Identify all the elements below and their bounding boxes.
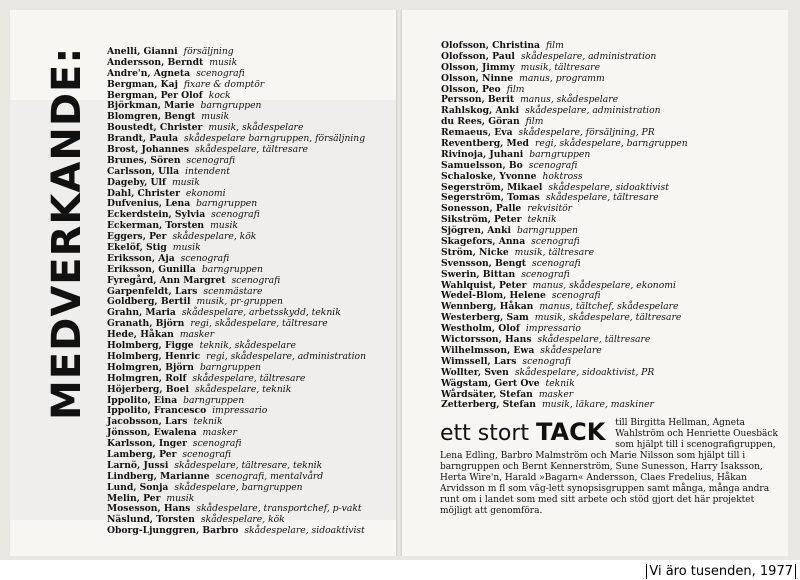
- credit-role: skådespelare barngruppen, försäljning: [184, 133, 366, 145]
- credit-role: musik: [210, 220, 238, 232]
- credit-name: Eriksson, Aja: [107, 252, 175, 264]
- credit-role: scenografi: [192, 438, 242, 450]
- credit-role: musik: [172, 242, 201, 254]
- credit-name: Andre'n, Agneta: [107, 67, 191, 79]
- credit-role: regi, skådespelare, barngruppen: [534, 138, 688, 150]
- thanks-body: till Birgitta Hellman, Agneta Wahlström och Henriette Ouesbäck som hjälpt till i scenografigruppen, Lena Edling, Barbro Malmström och Marie Nilsson som hjälpt till i barngruppen och Bernt Kennerström, Sune Sunesson, Harry Isaksson, Herta Wire'n, Harald »Bagarn« Andersson, Claes Fredelius, Håkan Arvidsson m fl som väg-lett synopsisgruppen samt många, många andra runt om i landet som med sitt arbete och stöd gjort det här projektet möjligt att genomföra.: [440, 418, 778, 516]
- credit-row: [441, 400, 688, 411]
- credit-name: Wårdsäter, Stefan: [441, 388, 533, 400]
- credit-role: film: [506, 83, 525, 95]
- credit-role: barngruppen: [200, 100, 262, 112]
- credit-name: Wimssell, Lars: [441, 355, 517, 367]
- credit-name: Eckerman, Torsten: [107, 220, 205, 232]
- credit-name: Dahl, Christer: [107, 187, 180, 199]
- credit-role: barngruppen: [199, 361, 261, 373]
- credit-role: film: [525, 116, 544, 128]
- credit-name: Jönsson, Ewalena: [107, 427, 197, 439]
- credit-name: Näslund, Torsten: [107, 514, 195, 526]
- credit-name: Skagefors, Anna: [441, 236, 526, 248]
- credit-role: scenografi: [532, 257, 581, 269]
- credit-name: Dufvenius, Lena: [107, 198, 191, 210]
- credit-role: scenografi: [211, 209, 260, 221]
- credit-role: hoktross: [542, 170, 583, 182]
- credit-name: Bergman, Kaj: [107, 78, 178, 90]
- credit-name: Andersson, Berndt: [107, 56, 204, 68]
- credit-role: musik: [171, 176, 200, 188]
- credit-name: Carlsson, Ulla: [107, 165, 180, 177]
- credit-role: skådespelare, tältresare: [545, 192, 659, 204]
- credit-name: Rahlskog, Anki: [441, 105, 520, 117]
- credit-name: Westholm, Olof: [441, 323, 520, 335]
- credit-name: Ekelöf, Stig: [107, 242, 167, 254]
- credit-name: Ippolito, Francesco: [107, 405, 207, 417]
- credit-role: scenmästare: [203, 285, 263, 297]
- credit-name: Bergman, Per Olof: [107, 89, 203, 101]
- credit-role: masker: [179, 329, 215, 341]
- credit-name: Jacobsson, Lars: [107, 416, 188, 428]
- credit-name: Brunes, Sören: [107, 154, 181, 166]
- credit-name: Lund, Sonja: [107, 481, 169, 493]
- credit-role: barngruppen: [529, 148, 591, 160]
- credit-name: Blomgren, Bengt: [107, 111, 196, 123]
- credit-role: kock: [208, 89, 231, 101]
- credit-role: skådespelare, teknik: [194, 383, 292, 395]
- credit-role: teknik: [545, 377, 575, 389]
- credit-name: Olsson, Peo: [441, 83, 501, 95]
- credit-name: Eggers, Per: [107, 231, 167, 243]
- credit-role: scenografi: [531, 236, 580, 248]
- credit-role: musik: [201, 111, 230, 123]
- credit-role: skådespelare, tältresare: [195, 144, 308, 156]
- credit-role: skådespelare, kök: [172, 231, 257, 243]
- credit-role: impressario: [525, 323, 581, 335]
- credit-name: du Rees, Göran: [441, 116, 520, 128]
- credit-role: teknik: [193, 416, 223, 428]
- credit-name: Brandt, Paula: [107, 133, 179, 145]
- credit-name: Dageby, Ulf: [107, 176, 166, 188]
- credit-name: Sikström, Peter: [441, 214, 522, 226]
- credit-name: Holmgren, Rolf: [107, 372, 187, 384]
- credit-role: skådespelare, tältresare, teknik: [174, 459, 323, 471]
- credit-name: Anelli, Gianni: [107, 46, 178, 57]
- credit-name: Boustedt, Christer: [107, 122, 203, 134]
- credit-name: Lindberg, Marianne: [107, 470, 210, 482]
- credit-role: skådespelare, barngruppen: [174, 481, 303, 493]
- credit-role: manus, tältchef, skådespelare: [539, 301, 679, 313]
- credit-role: impressario: [212, 405, 268, 417]
- credit-role: film: [546, 40, 564, 51]
- credit-name: Wedel-Blom, Helene: [441, 290, 546, 302]
- credit-name: Mosesson, Hans: [107, 503, 191, 515]
- credit-role: manus, skådespelare, ekonomi: [532, 279, 676, 291]
- credit-name: Höjerberg, Boel: [107, 383, 189, 395]
- credit-role: musik, tältresare: [514, 246, 595, 258]
- credit-name: Larnö, Jussi: [107, 459, 169, 471]
- credit-name: Swerin, Bittan: [441, 268, 516, 280]
- credit-role: intendent: [185, 165, 230, 177]
- credit-role: skådespelare, sidoaktivist: [548, 181, 669, 193]
- credit-role: regi, skådespelare, tältresare: [190, 318, 328, 330]
- credit-role: skådespelare: [540, 344, 602, 356]
- page-title: MEDVERKANDE:: [44, 46, 90, 420]
- credit-name: Goldberg, Bertil: [107, 296, 191, 308]
- credit-name: Persson, Berit: [441, 94, 515, 106]
- credit-name: Oborg-Ljunggren, Barbro: [107, 525, 239, 537]
- credit-name: Fyregård, Ann Margret: [107, 274, 226, 286]
- credit-role: scenografi: [186, 154, 236, 166]
- image-caption: Vi äro tusenden, 1977: [646, 564, 796, 579]
- credit-role: ekonomi: [185, 187, 226, 199]
- credit-name: Samuelsson, Bo: [441, 159, 523, 171]
- credit-name: Svensson, Bengt: [441, 257, 527, 269]
- credit-name: Wollter, Sven: [441, 366, 509, 378]
- credit-role: musik: [166, 492, 195, 504]
- credit-name: Holmgren, Björn: [107, 361, 194, 373]
- credit-name: Olsson, Ninne: [441, 72, 514, 84]
- credit-role: musik: [209, 56, 238, 68]
- credits-list-right: [441, 41, 688, 411]
- credit-role: skådespelare, tältresare: [537, 334, 651, 346]
- credit-role: scenografi: [551, 290, 601, 302]
- credit-role: skådespelare, transportchef, p-vakt: [196, 503, 362, 515]
- credit-role: försäljning: [183, 46, 234, 57]
- credit-role: scenografi: [522, 355, 571, 367]
- credit-name: Olsson, Jimmy: [441, 61, 515, 73]
- credit-name: Segerström, Tomas: [441, 192, 540, 204]
- credit-name: Hede, Håkan: [107, 329, 174, 341]
- credit-role: scenografi: [180, 252, 230, 264]
- credit-role: teknik: [527, 214, 557, 226]
- credit-role: manus, skådespelare: [520, 94, 619, 106]
- credit-role: scenografi: [528, 159, 578, 171]
- credit-name: Wahlquist, Peter: [441, 279, 527, 291]
- credit-name: Reventberg, Med: [441, 138, 529, 150]
- credit-role: skådespelare, kök: [200, 514, 285, 526]
- credit-name: Westerberg, Sam: [441, 312, 529, 324]
- credit-role: scenografi: [196, 67, 245, 79]
- credit-role: musik, skådespelare, tältresare: [534, 312, 682, 324]
- credit-name: Sjögren, Anki: [441, 225, 511, 237]
- credit-role: scenografi, mentalvård: [215, 470, 324, 482]
- credit-role: fixare & domptör: [183, 78, 265, 90]
- credit-role: skådespelare, försäljning, PR: [518, 127, 655, 139]
- credit-role: masker: [538, 388, 574, 400]
- credit-role: regi, skådespelare, administration: [206, 350, 367, 362]
- credit-name: Eckerdstein, Sylvia: [107, 209, 206, 221]
- credit-name: Segerström, Mikael: [441, 181, 543, 193]
- credit-role: masker: [202, 427, 237, 439]
- credit-name: Rivinoja, Juhani: [441, 148, 524, 160]
- credit-role: barngruppen: [516, 225, 578, 237]
- credit-name: Remaeus, Eva: [441, 127, 513, 139]
- thanks-section: [440, 418, 785, 517]
- thanks-heading-bold: TACK: [536, 418, 606, 446]
- credit-role: manus, programm: [519, 72, 605, 84]
- credit-role: barngruppen: [201, 263, 263, 275]
- credits-list-left: [107, 47, 366, 537]
- credit-role: skådespelare, sidoaktivist: [244, 525, 365, 537]
- credit-role: musik, skådespelare: [208, 122, 304, 134]
- page-gutter: [396, 10, 402, 556]
- thanks-heading-light: ett stort: [440, 421, 536, 446]
- credit-name: Wägstam, Gert Ove: [441, 377, 540, 389]
- credit-name: Olofsson, Christina: [441, 40, 540, 51]
- credit-name: Wennberg, Håkan: [441, 301, 534, 313]
- credit-name: Zetterberg, Stefan: [441, 399, 536, 411]
- credit-name: Sonesson, Palle: [441, 203, 522, 215]
- credit-role: musik, tältresare: [520, 61, 601, 73]
- credit-name: Ström, Nicke: [441, 246, 509, 258]
- credit-name: Ippolito, Eina: [107, 394, 178, 406]
- credit-role: barngruppen: [196, 198, 258, 210]
- credit-name: Holmberg, Figge: [107, 340, 194, 352]
- credit-role: rekvisitör: [527, 203, 573, 215]
- credit-role: skådespelare, arbetsskydd, teknik: [181, 307, 341, 319]
- credit-name: Grahn, Maria: [107, 307, 176, 319]
- credit-name: Karlsson, Inger: [107, 438, 187, 450]
- credit-role: musik, läkare, maskiner: [541, 399, 654, 411]
- credit-name: Melin, Per: [107, 492, 161, 504]
- credit-role: skådespelare, administration: [520, 50, 657, 62]
- credit-name: Lamberg, Per: [107, 448, 177, 460]
- credit-name: Björkman, Marie: [107, 100, 195, 112]
- credit-name: Holmberg, Henric: [107, 350, 201, 362]
- credit-role: skådespelare, administration: [525, 105, 661, 117]
- credit-role: skådespelare, tältresare: [192, 372, 306, 384]
- credit-name: Garpenfeldt, Lars: [107, 285, 198, 297]
- credit-name: Wilhelmsson, Ewa: [441, 344, 535, 356]
- credit-name: Brost, Johannes: [107, 144, 190, 156]
- credit-name: Granath, Björn: [107, 318, 185, 330]
- credit-name: Schaloske, Yvonne: [441, 170, 537, 182]
- credit-role: scenografi: [182, 448, 232, 460]
- credit-role: skådespelare, sidoaktivist, PR: [514, 366, 655, 378]
- thanks-heading: [440, 420, 605, 446]
- credit-role: musik, pr-gruppen: [196, 296, 283, 308]
- credit-name: Eriksson, Gunilla: [107, 263, 196, 275]
- credit-row: [107, 526, 366, 537]
- credit-name: Wictorsson, Hans: [441, 334, 532, 346]
- credit-name: Olofsson, Paul: [441, 50, 515, 62]
- credit-role: barngruppen: [183, 394, 245, 406]
- credit-role: scenografi: [521, 268, 570, 280]
- credit-role: scenografi: [231, 274, 281, 286]
- credit-role: teknik, skådespelare: [199, 340, 296, 352]
